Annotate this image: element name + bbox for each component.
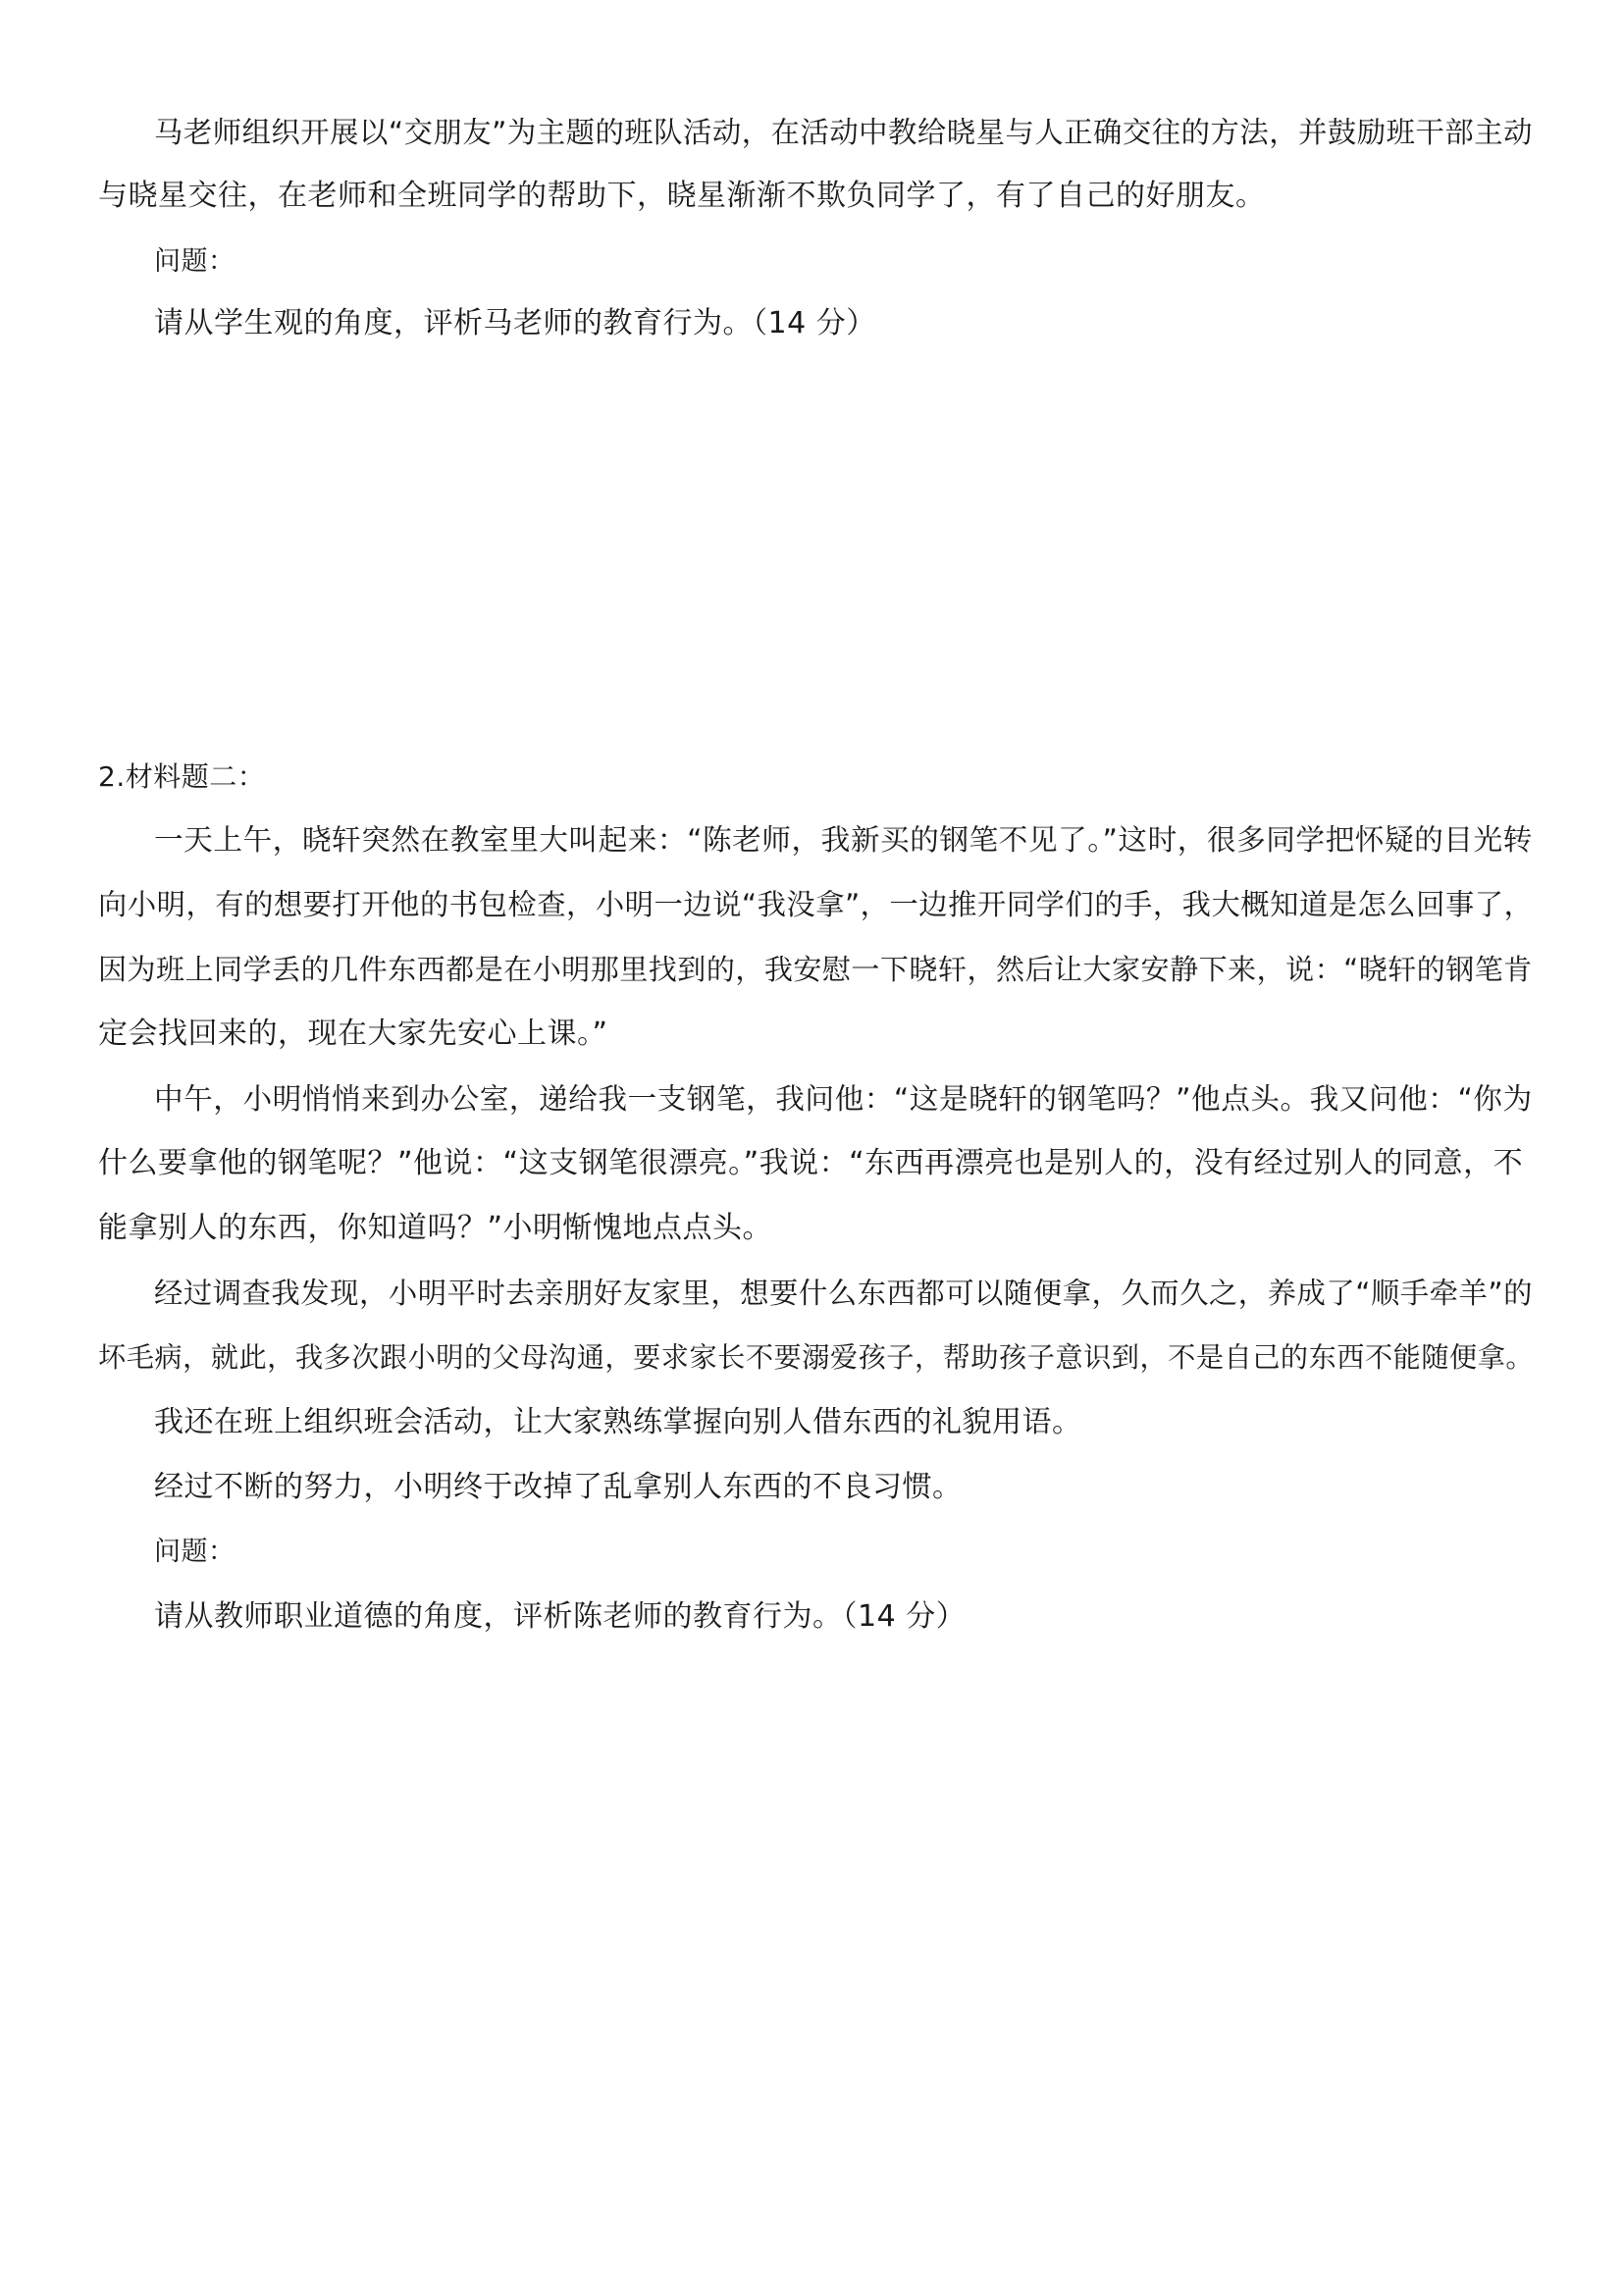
material2-p4: 我还在班上组织班会活动，让大家熟练掌握向别人借东西的礼貌用语。 — [154, 1405, 1082, 1439]
material2-p1-line-3: 因为班上同学丢的几件东西都是在小明那里找到的，我安慰一下晓轩，然后让大家安静下来，说：“晓轩的钢笔肯 — [98, 953, 1533, 986]
material2-p1-line-1: 一天上午，晓轩突然在教室里大叫起来：“陈老师，我新买的钢笔不见了。”这时，很多同学把怀疑的目光转 — [154, 822, 1533, 857]
material2-heading: 2.材料题二： — [98, 760, 266, 793]
material1-paragraph-line-2: 与晓星交往，在老师和全班同学的帮助下，晓星渐渐不欺负同学了，有了自己的好朋友。 — [98, 179, 1266, 213]
material2-p2-line-3: 能拿别人的东西，你知道吗？”小明惭愧地点点头。 — [98, 1211, 773, 1245]
material2-p2-line-2: 什么要拿他的钢笔呢？”他说：“这支钢笔很漂亮。”我说：“东西再漂亮也是别人的，没有经过别人的同意，不 — [98, 1146, 1524, 1180]
material2-p2-line-1: 中午，小明悄悄来到办公室，递给我一支钢笔，我问他：“这是晓轩的钢笔吗？”他点头。我又问他：“你为 — [154, 1081, 1533, 1116]
material1-question-label: 问题： — [154, 246, 236, 277]
material1-question: 请从学生观的角度，评析马老师的教育行为。（14 分） — [154, 306, 876, 340]
material2-p1-line-4: 定会找回来的，现在大家先安心上课。” — [98, 1017, 608, 1051]
material2-p3-line-1: 经过调查我发现，小明平时去亲朋好友家里，想要什么东西都可以随便拿，久而久之，养成了“顺手牵羊”的 — [154, 1277, 1533, 1310]
material2-p1-line-2: 向小明，有的想要打开他的书包检查，小明一边说“我没拿”，一边推开同学们的手，我大概知道是怎么回事了， — [98, 888, 1534, 921]
material2-p3-line-2: 坏毛病，就此，我多次跟小明的父母沟通，要求家长不要溺爱孩子，帮助孩子意识到，不是自己的东西不能随便拿。 — [98, 1341, 1535, 1374]
material2-question: 请从教师职业道德的角度，评析陈老师的教育行为。（14 分） — [154, 1599, 967, 1634]
material2-p5: 经过不断的努力，小明终于改掉了乱拿别人东西的不良习惯。 — [154, 1470, 963, 1504]
material2-question-label: 问题： — [154, 1537, 236, 1567]
material1-paragraph-line-1: 马老师组织开展以“交朋友”为主题的班队活动，在活动中教给晓星与人正确交往的方法，并鼓励班干部主动 — [154, 116, 1533, 149]
